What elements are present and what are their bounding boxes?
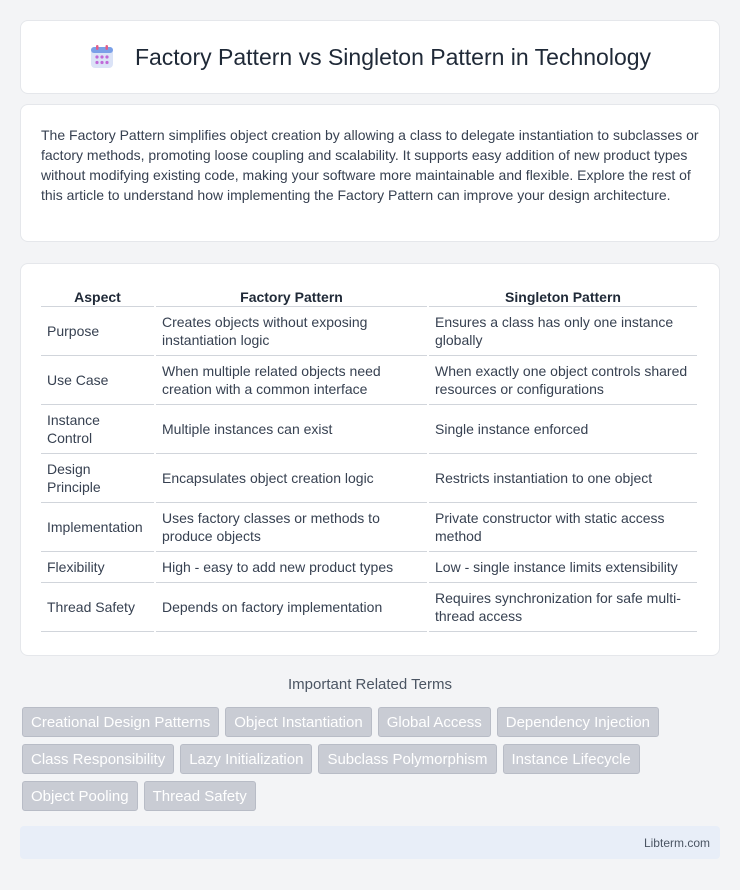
term-tag[interactable]: Thread Safety bbox=[144, 781, 256, 811]
table-row bbox=[41, 503, 697, 552]
cell-singleton: Restricts instantiation to one object bbox=[429, 454, 697, 503]
cell-aspect: Thread Safety bbox=[41, 583, 154, 632]
cell-factory: Uses factory classes or methods to produce objects bbox=[156, 503, 427, 552]
table-row bbox=[41, 405, 697, 454]
header-singleton: Singleton Pattern bbox=[429, 284, 697, 307]
calendar-icon bbox=[89, 44, 115, 70]
page-title: Factory Pattern vs Singleton Pattern in Technology bbox=[134, 43, 652, 70]
cell-aspect: Use Case bbox=[41, 356, 154, 405]
cell-singleton: Requires synchronization for safe multi-thread access bbox=[429, 583, 697, 632]
cell-aspect: Purpose bbox=[41, 307, 154, 356]
term-tag[interactable]: Object Instantiation bbox=[225, 707, 371, 737]
cell-aspect: Design Principle bbox=[41, 454, 154, 503]
cell-factory: Multiple instances can exist bbox=[156, 405, 427, 454]
comparison-table bbox=[39, 284, 699, 632]
cell-singleton: Ensures a class has only one instance globally bbox=[429, 307, 697, 356]
cell-aspect: Instance Control bbox=[41, 405, 154, 454]
cell-singleton: Private constructor with static access method bbox=[429, 503, 697, 552]
cell-factory: High - easy to add new product types bbox=[156, 552, 427, 583]
term-tag[interactable]: Global Access bbox=[378, 707, 491, 737]
cell-aspect: Implementation bbox=[41, 503, 154, 552]
table-row bbox=[41, 356, 697, 405]
intro-paragraph: The Factory Pattern simplifies object creation by allowing a class to delegate instantiation to subclasses or factory methods, promoting loose coupling and scalability. It supports easy addition of new product types without modifying existing code, making your software more maintainable and flexible. Explore the rest of this article to understand how implementing the Factory Pattern can improve your design architecture. bbox=[41, 127, 699, 203]
table-row bbox=[41, 307, 697, 356]
term-tag[interactable]: Object Pooling bbox=[22, 781, 138, 811]
footer bbox=[20, 826, 720, 859]
term-tag[interactable]: Class Responsibility bbox=[22, 744, 174, 774]
intro-card bbox=[20, 104, 720, 242]
cell-singleton: Low - single instance limits extensibility bbox=[429, 552, 697, 583]
cell-factory: Creates objects without exposing instantiation logic bbox=[156, 307, 427, 356]
table-row bbox=[41, 583, 697, 632]
table-row bbox=[41, 454, 697, 503]
related-terms-list bbox=[22, 707, 722, 811]
term-tag[interactable]: Creational Design Patterns bbox=[22, 707, 219, 737]
term-tag[interactable]: Dependency Injection bbox=[497, 707, 659, 737]
header-aspect: Aspect bbox=[41, 284, 154, 307]
table-row bbox=[41, 552, 697, 583]
cell-factory: When multiple related objects need creation with a common interface bbox=[156, 356, 427, 405]
cell-factory: Depends on factory implementation bbox=[156, 583, 427, 632]
comparison-card bbox=[20, 263, 720, 656]
term-tag[interactable]: Lazy Initialization bbox=[180, 744, 312, 774]
term-tag[interactable]: Instance Lifecycle bbox=[503, 744, 640, 774]
cell-aspect: Flexibility bbox=[41, 552, 154, 583]
header-card bbox=[20, 20, 720, 94]
footer-site-link[interactable]: Libterm.com bbox=[643, 836, 710, 850]
cell-singleton: When exactly one object controls shared resources or configurations bbox=[429, 356, 697, 405]
header-factory: Factory Pattern bbox=[156, 284, 427, 307]
term-tag[interactable]: Subclass Polymorphism bbox=[318, 744, 496, 774]
cell-singleton: Single instance enforced bbox=[429, 405, 697, 454]
table-header-row bbox=[41, 284, 697, 307]
related-terms-title: Important Related Terms bbox=[288, 676, 452, 693]
title-wrap bbox=[89, 44, 651, 71]
cell-factory: Encapsulates object creation logic bbox=[156, 454, 427, 503]
